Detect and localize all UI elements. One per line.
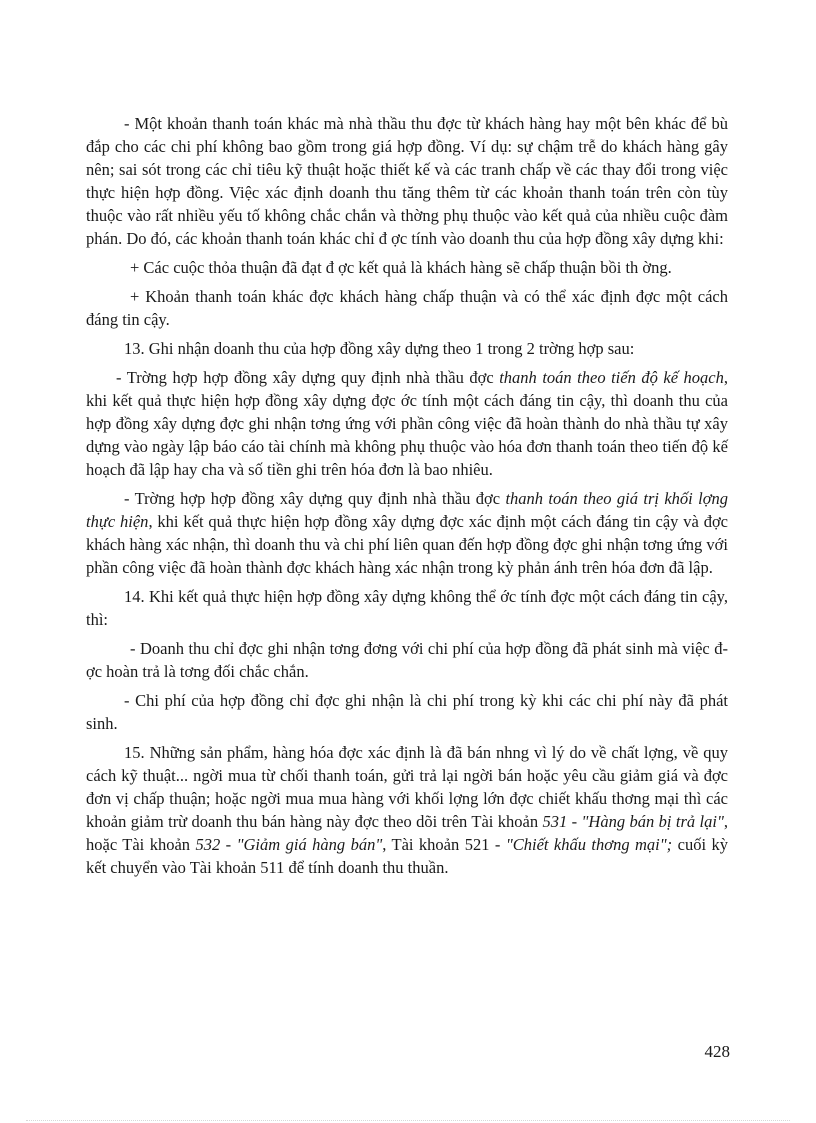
paragraph-p10 [86, 741, 728, 879]
italic-text-run: 531 - "Hàng bán bị trả lại" [542, 812, 724, 831]
text-run: + Các cuộc thỏa thuận đã đạt đ ợc kết quả là khách hàng sẽ chấp thuận bồi th ờng. [130, 258, 672, 277]
paragraph-p8 [86, 637, 728, 683]
page-bottom-divider [26, 1120, 790, 1121]
text-run: , khi kết quả thực hiện hợp đồng xây dựng đợc ớc tính một cách đáng tin cậy, thì doanh thu của hợp đồng xây dựng đợc ghi nhận tơng ứng với phần công việc đã hoàn thành do nhà thầu tự xây dựng vào ngày lập báo cáo tài chính mà không phụ thuộc vào hóa đơn thanh toán theo tiến độ kế hoạch đã lập hay cha và số tiền ghi trên hóa đơn là bao nhiêu. [86, 368, 728, 479]
paragraph-p1 [86, 112, 728, 250]
text-run: 13. Ghi nhận doanh thu của hợp đồng xây dựng theo 1 trong 2 trờng hợp sau: [124, 339, 635, 358]
paragraph-p5 [86, 366, 728, 481]
italic-text-run: thanh toán theo tiến độ kế hoạch [499, 368, 724, 387]
text-run: 15. Những sản phẩm, hàng hóa đợc xác định là đã bán nhng vì lý do về chất lợng, về quy cách kỹ thuật... ngời mua từ chối thanh toán, gửi trả lại ngời bán hoặc yêu cầu giảm giá và đợc đơn vị chấp thuận; hoặc ngời mua mua hàng với khối lợng lớn đợc chiết khấu thơng mại thì các khoản giảm trừ doanh thu bán hàng này đợc theo dõi trên Tài khoản [86, 743, 728, 831]
text-run: + Khoản thanh toán khác đợc khách hàng chấp thuận và có thể xác định đợc một cách đáng tin cậy. [86, 287, 728, 329]
text-run: - Trờng hợp hợp đồng xây dựng quy định nhà thầu đợc [124, 489, 506, 508]
text-run: , hoặc Tài khoản [86, 812, 728, 854]
paragraph-p3 [86, 285, 728, 331]
paragraph-p2 [86, 256, 728, 279]
text-run: 14. Khi kết quả thực hiện hợp đồng xây dựng không thể ớc tính đợc một cách đáng tin cậy, thì: [86, 587, 728, 629]
text-run: cuối kỳ kết chuyển vào Tài khoản 511 để tính doanh thu thuần. [86, 835, 728, 877]
italic-text-run: thanh toán theo giá trị khối lợng thực hiện [86, 489, 728, 531]
paragraph-p9 [86, 689, 728, 735]
italic-text-run: 532 - "Giảm giá hàng bán" [195, 835, 383, 854]
italic-text-run: "Chiết khấu thơng mại"; [505, 835, 673, 854]
text-run: - Một khoản thanh toán khác mà nhà thầu thu đợc từ khách hàng hay một bên khác để bù đắp cho các chi phí không bao gồm trong giá hợp đồng. Ví dụ: sự chậm trễ do khách hàng gây nên; sai sót trong các chỉ tiêu kỹ thuật hoặc thiết kế và các tranh chấp về các thay đổi trong việc thực hiện hợp đồng. Việc xác định doanh thu tăng thêm từ các khoản thanh toán trên còn tùy thuộc vào rất nhiều yếu tố không chắc chắn và thờng phụ thuộc vào kết quả của nhiều cuộc đàm phán. Do đó, các khoản thanh toán khác chỉ đ ợc tính vào doanh thu của hợp đồng xây dựng khi: [86, 114, 728, 248]
paragraph-p7 [86, 585, 728, 631]
body-text [86, 112, 728, 885]
text-run: , khi kết quả thực hiện hợp đồng xây dựng đợc xác định một cách đáng tin cậy và đợc khách hàng xác nhận, thì doanh thu và chi phí liên quan đến hợp đồng đợc ghi nhận tơng ứng với phần công việc đã hoàn thành đợc khách hàng xác nhận trong kỳ phản ánh trên hóa đơn đã lập. [86, 512, 728, 577]
text-run: - Doanh thu chỉ đợc ghi nhận tơng đơng với chi phí của hợp đồng đã phát sinh mà việc đợc hoàn trả là tơng đối chắc chắn. [86, 639, 728, 681]
text-run: , Tài khoản 521 - [382, 835, 506, 854]
text-run: - Trờng hợp hợp đồng xây dựng quy định nhà thầu đợc [116, 368, 500, 387]
text-run: - Chi phí của hợp đồng chỉ đợc ghi nhận là chi phí trong kỳ khi các chi phí này đã phát sinh. [86, 691, 728, 733]
paragraph-p4 [86, 337, 728, 360]
page-number: 428 [704, 1042, 730, 1061]
paragraph-p6 [86, 487, 728, 579]
